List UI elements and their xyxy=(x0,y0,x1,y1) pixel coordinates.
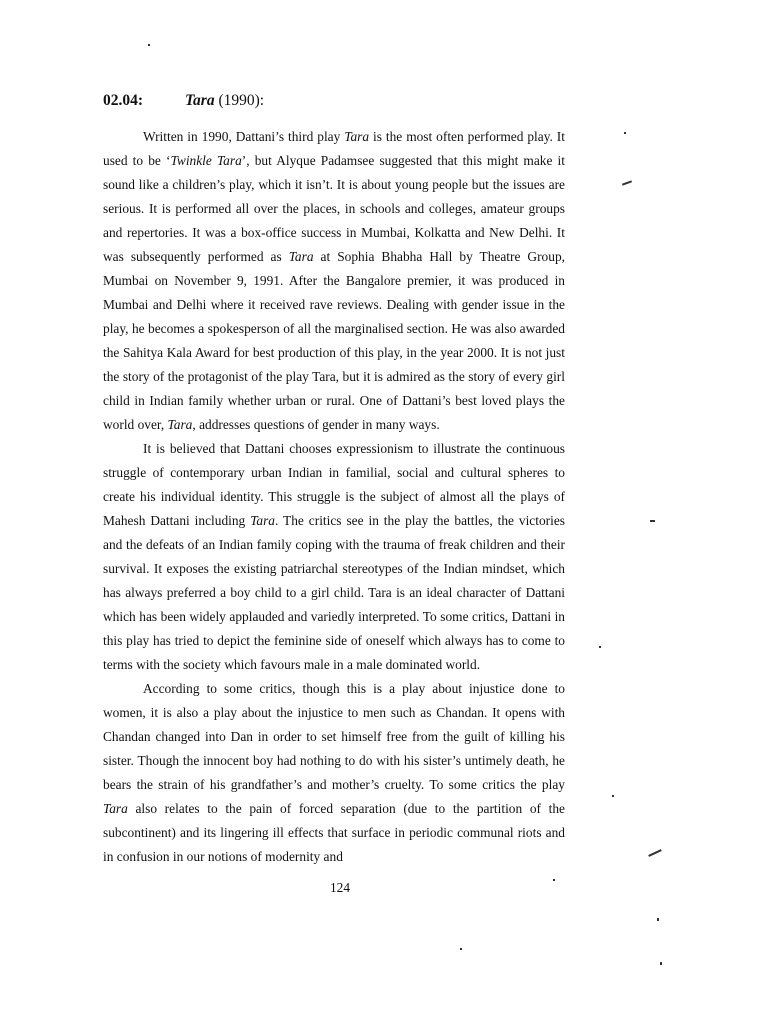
paragraph-text: Written in 1990, Dattani’s third play xyxy=(143,129,345,144)
scan-speck xyxy=(148,44,150,46)
paragraph-text: According to some critics, though this is a play about injustice done to women, it is also a play about the injustice to men such as Chandan. It opens with Chandan changed into Dan in order to set himself free from the guilt of killing his sister. Though the innocent boy had nothing to do with his sister’s untimely death, he bears the strain of his grandfather’s and mother’s cruelty. To some critics the play xyxy=(103,681,565,792)
section-heading xyxy=(103,90,264,112)
scan-speck xyxy=(599,646,601,648)
paragraph-text: at Sophia Bhabha Hall by Theatre Group, Mumbai on November 9, 1991. After the Bangalore premier, it was produced in Mumbai and Delhi where it received rave reviews. Dealing with gender issue in the play, he becomes a spokesperson of all the marginalised section. He was also awarded the Sahitya Kala Award for best production of this play, in the year 2000. It is not just the story of the protagonist of the play Tara, but it is admired as the story of every girl child in Indian family whether urban or rural. One of Dattani’s best loved plays the world over, xyxy=(103,249,565,432)
scan-speck xyxy=(553,879,555,881)
paragraph-text: is the most often performed play. It used to be ‘ xyxy=(103,129,565,168)
italic-title: Tara xyxy=(167,417,193,432)
scan-speck xyxy=(622,180,632,185)
scan-speck xyxy=(624,132,626,134)
paragraph-text: It is believed that Dattani chooses expressionism to illustrate the continuous struggle of contemporary urban Indian in familial, social and cultural spheres to create his individual identity. This struggle is the subject of almost all the plays of Mahesh Dattani including xyxy=(103,441,565,528)
scan-speck xyxy=(657,918,659,921)
paragraph-3 xyxy=(103,677,565,869)
paragraph-text: ’, but Alyque Padamsee suggested that this might make it sound like a children’s play, which it isn’t. It is about young people but the issues are serious. It is performed all over the places, in schools and colleges, amateur groups and repertories. It was a box-office success in Mumbai, Kolkatta and New Delhi. It was subsequently performed as xyxy=(103,153,565,264)
italic-title: Tara xyxy=(344,129,370,144)
paragraph-text: , addresses questions of gender in many ways. xyxy=(192,417,440,432)
paragraph-1 xyxy=(103,125,565,437)
section-title: Tara xyxy=(185,92,215,109)
paragraph-text: . The critics see in the play the battles, the victories and the defeats of an Indian family coping with the trauma of freak children and their survival. It exposes the existing patriarchal stereotypes of the Indian mindset, which has always preferred a boy child to a girl child. Tara is an ideal character of Dattani which has been widely applauded and variedly interpreted. To some critics, Dattani in this play has tried to depict the feminine side of oneself which always has to come to terms with the society which favours male in a male dominated world. xyxy=(103,513,565,672)
body-text xyxy=(103,125,565,869)
italic-title: Tara xyxy=(103,801,128,816)
scan-speck xyxy=(460,948,462,950)
scan-speck xyxy=(660,962,662,965)
paragraph-text: also relates to the pain of forced separation (due to the partition of the subcontinent) and its lingering ill effects that surface in periodic communal riots and in confusion in our notions of modernity and xyxy=(103,801,565,864)
italic-title: Tara xyxy=(288,249,314,264)
section-year: (1990): xyxy=(218,92,265,109)
paragraph-2 xyxy=(103,437,565,677)
scan-speck xyxy=(648,849,662,857)
italic-title: Twinkle Tara xyxy=(170,153,242,168)
italic-title: Tara xyxy=(250,513,276,528)
scan-speck xyxy=(612,795,614,797)
scan-speck xyxy=(650,520,655,522)
page-number: 124 xyxy=(329,880,351,895)
section-number: 02.04: xyxy=(103,92,144,109)
